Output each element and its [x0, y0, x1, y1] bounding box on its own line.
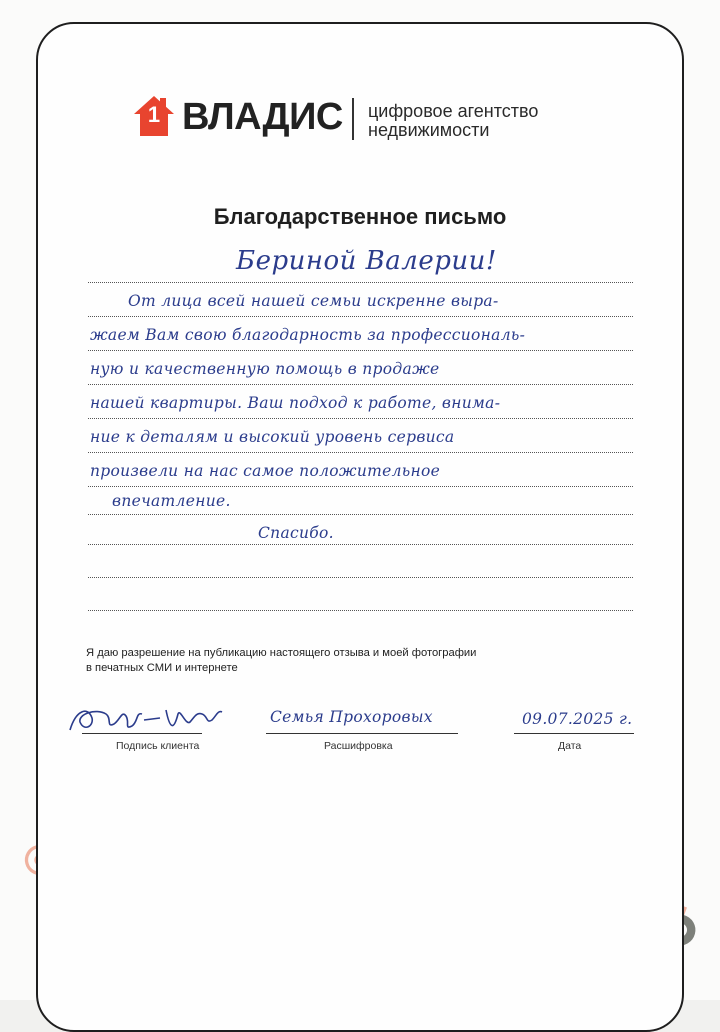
brand-tagline-line1: цифровое агентство	[368, 101, 539, 121]
consent-line1: Я даю разрешение на публикацию настоящего отзыва и моей фотографии	[86, 647, 477, 659]
writing-line	[88, 384, 633, 385]
client-signature-line	[82, 733, 202, 734]
brand-tagline-line2: недвижимости	[368, 120, 490, 140]
letter-line: жаем Вам свою благодарность за профессиональ-	[90, 326, 526, 344]
letter-line: ную и качественную помощь в продаже	[90, 360, 440, 378]
letter-line: От лица всей нашей семьи искренне выра-	[128, 292, 499, 310]
letter-line: впечатление.	[112, 492, 231, 510]
writing-line	[88, 577, 633, 578]
closing: Спасибо.	[258, 524, 334, 542]
publication-consent	[86, 646, 606, 676]
decode-value: Семья Прохоровых	[270, 708, 433, 726]
client-signature-label: Подпись клиента	[116, 740, 200, 752]
brand-name: ВЛАДИС	[182, 96, 343, 138]
salutation: Бериной Валерии!	[236, 246, 497, 276]
letter-line: ние к деталям и высокий уровень сервиса	[90, 428, 455, 446]
writing-line	[88, 350, 633, 351]
letter-frame	[36, 22, 684, 1032]
date-line	[514, 733, 634, 734]
decode-label: Расшифровка	[324, 740, 393, 752]
letter-title: Благодарственное письмо	[213, 204, 507, 229]
logo-divider	[352, 98, 354, 140]
date-value: 09.07.2025 г.	[522, 710, 633, 728]
writing-line	[88, 282, 633, 283]
writing-line	[88, 452, 633, 453]
logo-digit: 1	[147, 102, 161, 127]
writing-line	[88, 316, 633, 317]
writing-line	[88, 418, 633, 419]
writing-line	[88, 514, 633, 515]
decode-line	[266, 733, 458, 734]
consent-line2: в печатных СМИ и интернете	[86, 662, 238, 674]
brand-logo	[132, 92, 602, 152]
writing-line	[88, 486, 633, 487]
writing-line	[88, 544, 633, 545]
letter-line: произвели на нас самое положительное	[90, 462, 441, 480]
writing-line	[88, 610, 633, 611]
client-signature	[66, 700, 226, 740]
date-label: Дата	[558, 740, 582, 752]
letter-line: нашей квартиры. Ваш подход к работе, внима-	[90, 394, 501, 412]
